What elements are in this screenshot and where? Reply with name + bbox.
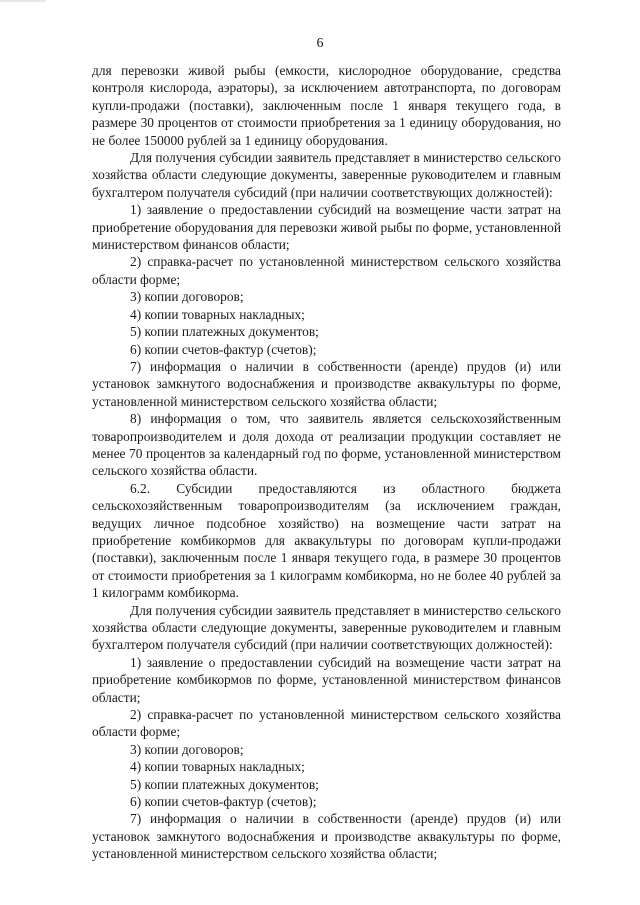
list-item-payments-1: 5) копии платежных документов; <box>130 324 319 340</box>
paragraph-continuation-equipment: для перевозки живой рыбы (емкости, кислородное оборудование, средства контроля кислорода, аэраторы), за исключением автотранспорта, по договорам купли-продажи (поставки), заключенным после 1 января текущего года, в размере 30 процентов от стоимости приобретения за 1 единицу оборудования, но не более 150000 рублей за 1 единицу оборудования. <box>92 63 561 148</box>
list-item-application-2: 1) заявление о предоставлении субсидий на возмещение части затрат на приобретение комбикормов по форме, установленной министерством финансов области; <box>92 654 561 705</box>
scan-edge-mark <box>0 0 46 2</box>
paragraph-documents-intro-1: Для получения субсидии заявитель представляет в министерство сельского хозяйства области следующие документы, заверенные руководителем и главным бухгалтером получателя субсидий (при наличии соответствующих должностей): <box>92 150 561 200</box>
list-item-invoices-1: 4) копии товарных накладных; <box>130 306 305 322</box>
list-item-calculation-1: 2) справка-расчет по установленной министерством сельского хозяйства области форме; <box>92 254 561 287</box>
list-item-application-1: 1) заявление о предоставлении субсидий на возмещение части затрат на приобретение оборудования для перевозки живой рыбы по форме, установленной министерством финансов области; <box>92 202 561 253</box>
paragraph-documents-intro-2: Для получения субсидии заявитель представляет в министерство сельского хозяйства области следующие документы, заверенные руководителем и главным бухгалтером получателя субсидий (при наличии соответствующих должностей): <box>92 602 561 653</box>
list-item-invoices-2: 4) копии товарных накладных; <box>130 759 305 775</box>
list-item-tax-invoices-2: 6) копии счетов-фактур (счетов); <box>130 794 317 810</box>
list-item-payments-2: 5) копии платежных документов; <box>130 776 319 792</box>
page-number: 6 <box>316 36 324 51</box>
list-item-ponds-info-2: 7) информация о наличии в собственности (аренде) прудов (и) или установок замкнутого водоснабжения и производстве аквакультуры по форме, установленной министерством сельского хозяйства области; <box>92 811 561 862</box>
list-item-ponds-info-1: 7) информация о наличии в собственности (аренде) прудов (и) или установок замкнутого водоснабжения и производстве аквакультуры по форме, установленной министерством сельского хозяйства области; <box>92 358 561 409</box>
document-body <box>92 62 561 863</box>
list-item-contracts-2: 3) копии договоров; <box>130 741 244 757</box>
list-item-producer-info: 8) информация о том, что заявитель является сельскохозяйственным товаропроизводителем и доля дохода от реализации продукции составляет не менее 70 процентов за календарный год по форме, установленной министерством сельского хозяйства области. <box>92 411 561 479</box>
section-6-2: 6.2. Субсидии предоставляются из областного бюджета сельскохозяйственным товаропроизводителям (за исключением граждан, ведущих личное подсобное хозяйство) на возмещение части затрат на приобретение комбикормов для аквакультуры по договорам купли-продажи (поставки), заключенным после 1 января текущего года, в размере 30 процентов от стоимости приобретения за 1 килограмм комбикорма, но не более 40 рублей за 1 килограмм комбикорма. <box>92 480 561 601</box>
list-item-tax-invoices-1: 6) копии счетов-фактур (счетов); <box>130 341 317 357</box>
list-item-calculation-2: 2) справка-расчет по установленной министерством сельского хозяйства области форме; <box>92 707 561 740</box>
list-item-contracts-1: 3) копии договоров; <box>130 289 244 305</box>
